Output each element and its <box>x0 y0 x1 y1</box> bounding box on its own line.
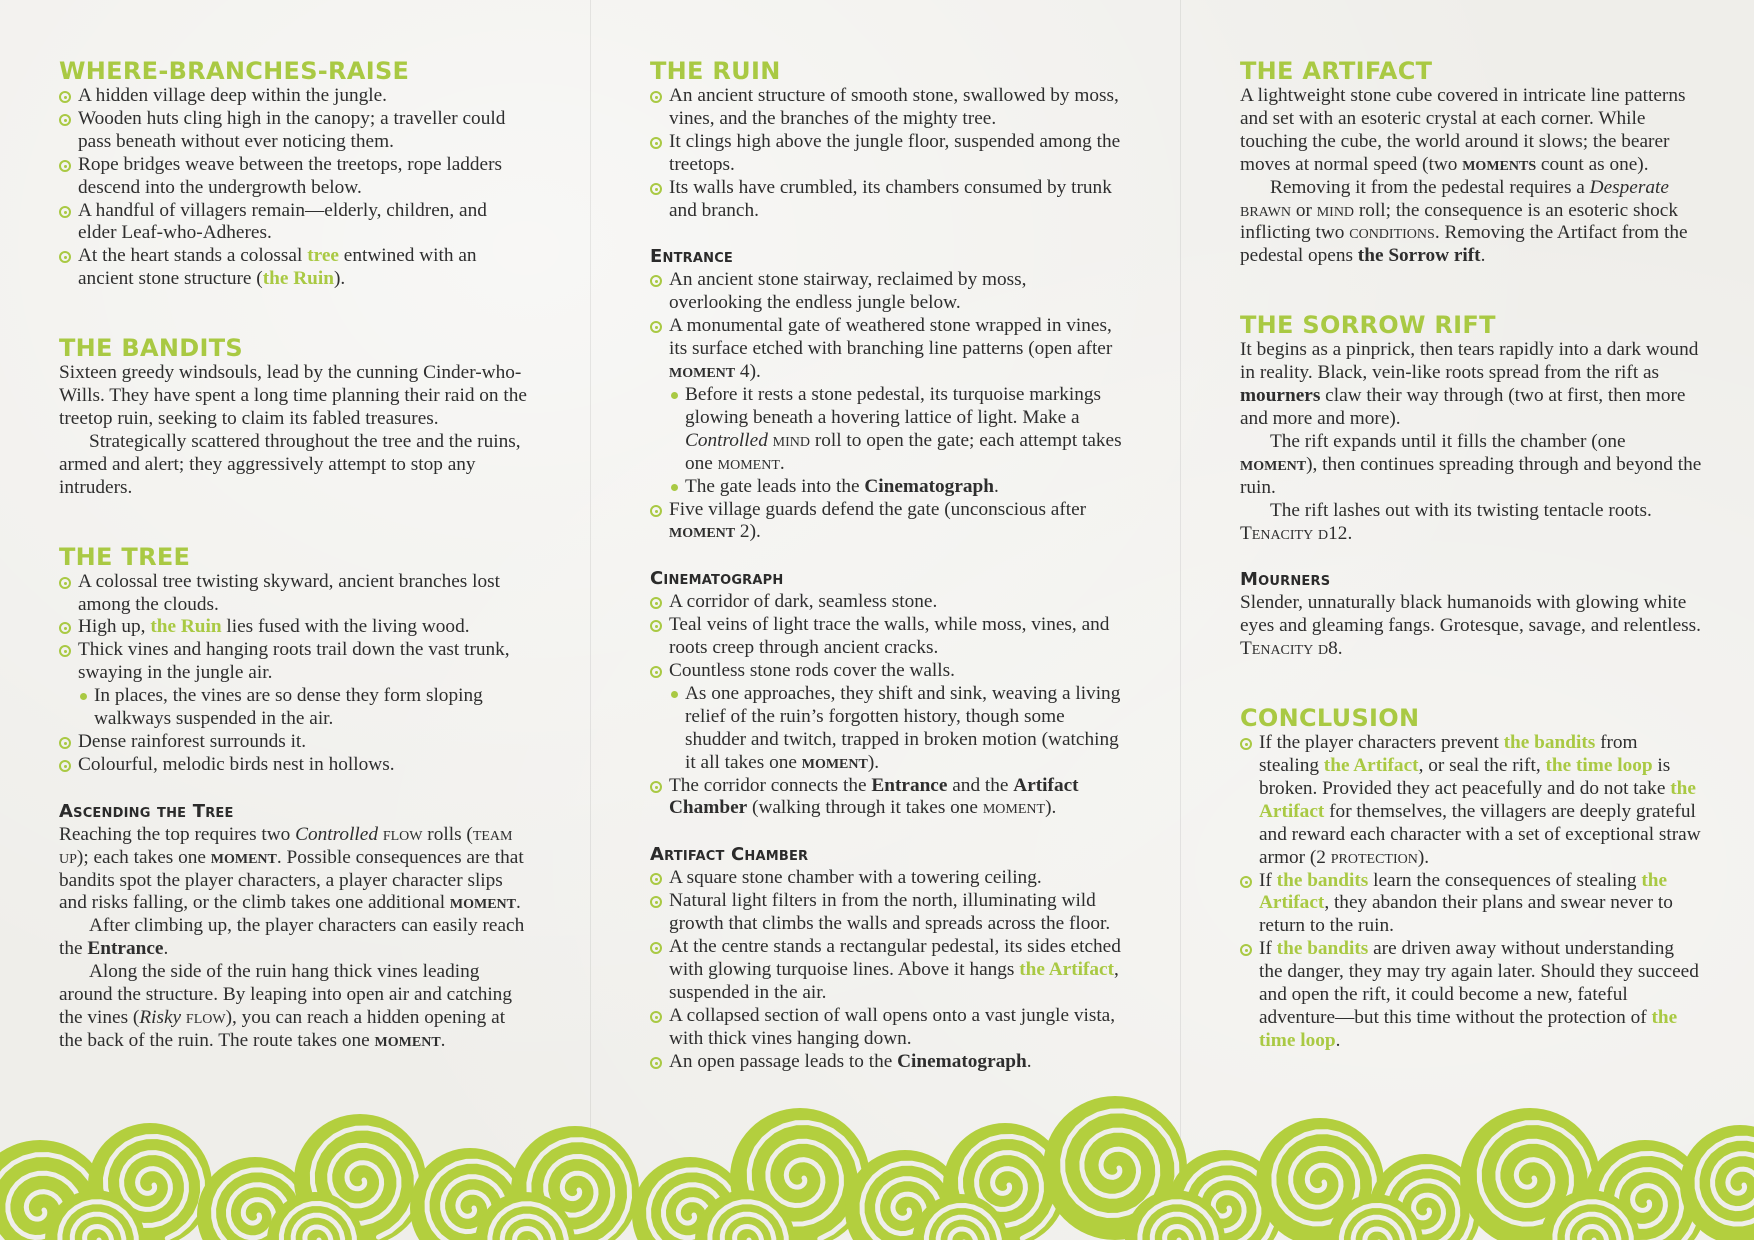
artifact-paragraph: A lightweight stone cube covered in intricate line patterns and set with an esoteric crystal at each corner. While touching the cube, the world around it slows; the bearer moves at normal speed (two moments count as one). <box>1240 85 1686 175</box>
tree-link[interactable]: tree <box>307 245 339 267</box>
entrance-subitem: Before it rests a stone pedestal, its turquoise markings glowing beneath a hovering lattice of light. Make a Controlled mind roll to open the gate; each attempt takes one moment. <box>669 384 1124 476</box>
village-item: A handful of villagers remain—elderly, children, and elder Leaf-who-Adheres. <box>59 200 529 246</box>
time-loop-link[interactable]: the time loop <box>1545 755 1653 777</box>
cinematograph-sublist <box>669 683 1124 775</box>
column-left <box>59 56 529 1053</box>
column-middle <box>650 56 1124 1074</box>
chamber-item: A collapsed section of wall opens onto a vast jungle vista, with thick vines hanging down. <box>650 1005 1124 1051</box>
tree-item: High up, the Ruin lies fused with the living wood. <box>59 616 529 639</box>
bandits-paragraph: Sixteen greedy windsouls, lead by the cunning Cinder-who-Wills. They have spent a long time planning their raid on the treetop ruin, seeking to claim its fabled treasures. <box>59 362 527 429</box>
ruin-list <box>650 85 1124 222</box>
artifact-paragraph: Removing it from the pedestal requires a Desperate brawn or mind roll; the consequence is an esoteric shock inflicting two conditions. Removing the Artifact from the pedestal opens the Sorrow rift. <box>1240 176 1688 267</box>
tree-list <box>59 571 529 777</box>
conclusion-item: If the player characters prevent the bandits from stealing the Artifact, or seal the rift, the time loop is broken. Provided they act peacefully and do not take the Artifact for themselves, the villagers are deeply grateful and reward each character with a set of exceptional straw armor (2 protection). <box>1240 732 1702 869</box>
rift-heading: THE SORROW RIFT <box>1240 311 1496 340</box>
village-item: At the heart stands a colossal tree entwined with an ancient stone structure (the Ruin). <box>59 245 529 291</box>
entrance-list <box>650 269 1124 544</box>
conclusion-section <box>1240 703 1702 1053</box>
artifact-link[interactable]: the Artifact <box>1019 959 1115 980</box>
chamber-item: An open passage leads to the Cinematograph. <box>650 1051 1124 1074</box>
rift-paragraph: The rift lashes out with its twisting tentacle roots. Tenacity d12. <box>1240 499 1652 544</box>
ascending-paragraph: After climbing up, the player characters can easily reach the Entrance. <box>59 915 525 960</box>
cinematograph-list <box>650 591 1124 820</box>
entrance-heading: Entrance <box>650 246 734 268</box>
chamber-list <box>650 867 1124 1073</box>
entrance-subitem: The gate leads into the Cinematograph. <box>669 476 1124 499</box>
bandits-link[interactable]: the bandits <box>1503 732 1596 754</box>
conclusion-heading: CONCLUSION <box>1240 704 1420 733</box>
tree-heading: THE TREE <box>59 542 191 571</box>
artifact-heading: THE ARTIFACT <box>1240 57 1433 85</box>
mourners-heading: Mourners <box>1240 569 1331 591</box>
swirl-border-icon <box>0 1090 1754 1240</box>
entrance-item: A monumental gate of weathered stone wrapped in vines, its surface etched with branching line patterns (open after moment 4). Before it rests a stone pedestal, its turquoise markings glowing beneath a hovering lattice of light. Make a Controlled mind roll to open the gate; each attempt takes one moment. The gate leads into the Cinematograph. <box>650 315 1124 498</box>
tree-section <box>59 542 529 777</box>
time-loop-link[interactable]: the time loop <box>1259 1007 1678 1051</box>
artifact-link[interactable]: the Artifact <box>1259 777 1696 822</box>
village-list <box>59 85 529 291</box>
village-item: A hidden village deep within the jungle. <box>59 85 529 108</box>
fold-line-left <box>590 0 591 1240</box>
chamber-heading: Artifact Chamber <box>650 844 809 866</box>
chamber-item: Natural light filters in from the north, illuminating wild growth that climbs the walls and spreads across the floor. <box>650 890 1124 936</box>
ruin-section <box>650 56 1124 222</box>
ruin-item: An ancient structure of smooth stone, swallowed by moss, vines, and the branches of the mighty tree. <box>650 85 1124 131</box>
ruin-item: It clings high above the jungle floor, suspended among the treetops. <box>650 131 1124 177</box>
entrance-section <box>650 243 1124 544</box>
tree-item: Colourful, melodic birds nest in hollows. <box>59 754 529 777</box>
ruin-link[interactable]: the Ruin <box>150 616 222 638</box>
conclusion-item: If the bandits are driven away without understanding the danger, they may try again later. Should they succeed and open the rift, it could become a new, fateful adventure—but this time without the protection of the time loop. <box>1240 938 1702 1053</box>
tree-item: Thick vines and hanging roots trail down the vast trunk, swaying in the jungle air. In places, the vines are so dense they form sloping walkways suspended in the air. <box>59 639 529 731</box>
chamber-item: At the centre stands a rectangular pedestal, its sides etched with glowing turquoise lines. Above it hangs the Artifact, suspended in the air. <box>650 936 1124 1005</box>
bandits-link[interactable]: the bandits <box>1276 869 1369 891</box>
cinematograph-item: A corridor of dark, seamless stone. <box>650 591 1124 614</box>
ascending-section <box>59 798 529 1053</box>
tree-subitem: In places, the vines are so dense they form sloping walkways suspended in the air. <box>78 685 529 731</box>
tree-item: Dense rainforest surrounds it. <box>59 731 529 754</box>
bandits-section <box>59 333 529 499</box>
mourners-paragraph: Slender, unnaturally black humanoids with glowing white eyes and gleaming fangs. Grotesque, savage, and relentless. Tenacity d8. <box>1240 592 1701 660</box>
village-item: Wooden huts cling high in the canopy; a traveller could pass beneath without ever noticing them. <box>59 108 529 154</box>
chamber-item: A square stone chamber with a towering ceiling. <box>650 867 1124 890</box>
rift-section <box>1240 310 1702 545</box>
ruin-link[interactable]: the Ruin <box>262 268 334 290</box>
tree-sublist <box>78 685 529 731</box>
ruin-heading: THE RUIN <box>650 57 781 85</box>
cinematograph-item: Countless stone rods cover the walls. As one approaches, they shift and sink, weaving a living relief of the ruin’s forgotten history, though some shudder and twitch, trapped in broken motion (watching it all takes one moment). <box>650 660 1124 775</box>
village-heading: WHERE-BRANCHES-RAISE <box>59 57 410 85</box>
cinematograph-item: The corridor connects the Entrance and the Artifact Chamber (walking through it takes one moment). <box>650 775 1124 821</box>
bandits-heading: THE BANDITS <box>59 334 243 363</box>
artifact-link[interactable]: the Artifact <box>1259 869 1668 914</box>
village-section <box>59 56 529 291</box>
ruin-item: Its walls have crumbled, its chambers consumed by trunk and branch. <box>650 177 1124 223</box>
fold-line-right <box>1180 0 1181 1240</box>
bandits-link[interactable]: the bandits <box>1276 938 1369 960</box>
village-item: Rope bridges weave between the treetops, rope ladders descend into the undergrowth below. <box>59 154 529 200</box>
rift-paragraph: It begins as a pinprick, then tears rapidly into a dark wound in reality. Black, vein-like roots spread from the rift as mourners claw their way through (two at first, then more and more and more). <box>1240 339 1699 429</box>
entrance-item: Five village guards defend the gate (unconscious after moment 2). <box>650 499 1124 545</box>
mourners-section <box>1240 566 1702 661</box>
cinematograph-heading: Cinematograph <box>650 568 784 590</box>
entrance-item: An ancient stone stairway, reclaimed by moss, overlooking the endless jungle below. <box>650 269 1124 315</box>
ascending-heading: Ascending the Tree <box>59 800 234 822</box>
ascending-paragraph: Along the side of the ruin hang thick vines leading around the structure. By leaping into open air and catching the vines (Risky flow), you can reach a hidden opening at the back of the ruin. The route takes one moment. <box>59 961 512 1051</box>
cinematograph-item: Teal veins of light trace the walls, while moss, vines, and roots creep through ancient cracks. <box>650 614 1124 660</box>
cinematograph-section <box>650 565 1124 820</box>
conclusion-item: If the bandits learn the consequences of stealing the Artifact, they abandon their plans and swear never to return to the ruin. <box>1240 870 1702 939</box>
tree-item: A colossal tree twisting skyward, ancient branches lost among the clouds. <box>59 571 529 617</box>
chamber-section <box>650 841 1124 1073</box>
cinematograph-subitem: As one approaches, they shift and sink, weaving a living relief of the ruin’s forgotten history, though some shudder and twitch, trapped in broken motion (watching it all takes one moment). <box>669 683 1124 775</box>
bandits-paragraph: Strategically scattered throughout the tree and the ruins, armed and alert; they aggressively attempt to stop any intruders. <box>59 430 521 498</box>
conclusion-list <box>1240 732 1702 1053</box>
artifact-link[interactable]: the Artifact <box>1323 755 1419 777</box>
entrance-sublist <box>669 384 1124 499</box>
ascending-paragraph: Reaching the top requires two Controlled flow rolls (team up); each takes one moment. Possible consequences are that bandits spot the player characters, a player character slips and risks falling, or the climb takes one additional moment. <box>59 823 524 914</box>
artifact-section <box>1240 56 1702 268</box>
rift-paragraph: The rift expands until it fills the chamber (one moment), then continues spreading through and beyond the ruin. <box>1240 430 1702 498</box>
column-right <box>1240 56 1702 1053</box>
